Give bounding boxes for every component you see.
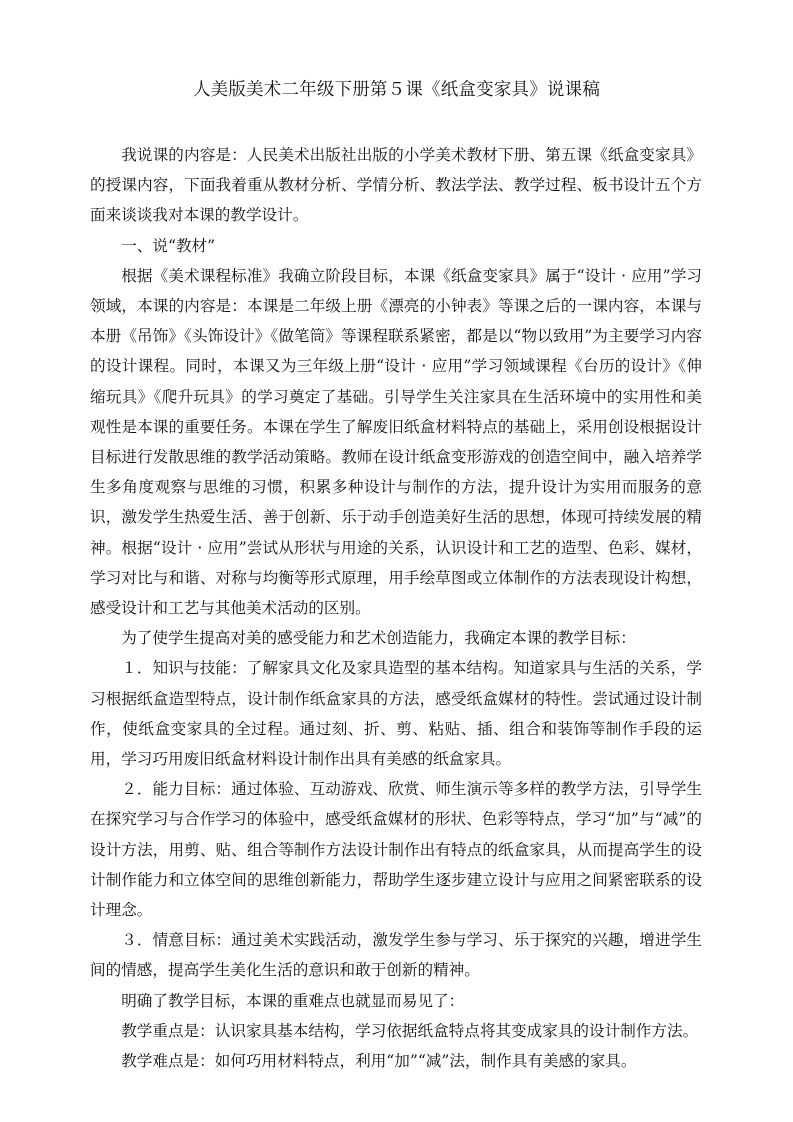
paragraph-goal-emotion: ３．情意目标：通过美术实践活动，激发学生参与学习、乐于探究的兴趣，增进学生间的情感，提高学生美化生活的意识和敢于创新的精神。 [90,931,702,980]
paragraph-intro: 我说课的内容是：人民美术出版社出版的小学美术教材下册、第五课《纸盒变家具》的授课内容，下面我着重从教材分析、学情分析、教法学法、教学过程、板书设计五个方面来谈谈我对本课的教学设计。 [90,146,702,225]
document-body [90,140,702,1076]
paragraph-key-points-intro: 明确了教学目标，本课的重难点也就显而易见了： [121,991,465,1010]
paragraph-goals-intro: 为了使学生提高对美的感受能力和艺术创造能力，我确定本课的教学目标： [121,629,636,648]
paragraph-key-point: 教学重点是：认识家具基本结构，学习依据纸盒特点将其变成家具的设计制作方法。 [121,1021,699,1040]
paragraph-goal-ability: ２．能力目标：通过体验、互动游戏、欣赏、师生演示等多样的教学方法，引导学生在探究学习与合作学习的体验中，感受纸盒媒材的形状、色彩等特点，学习“加”与“减”的设计方法，用剪、贴、组合等制作方法设计制作出有特点的纸盒家具，从而提高学生的设计制作能力和立体空间的思维创新能力，帮助学生逐步建立设计与应用之间紧密联系的设计理念。 [90,780,702,920]
paragraph-textbook-analysis: 根据《美术课程标准》我确立阶段目标，本课《纸盒变家具》属于“设计 · 应用”学习领域，本课的内容是：本课是二年级上册《漂亮的小钟表》等课之后的一课内容，本课与本册《吊饰》《头饰设计》《做笔筒》等课程联系紧密，都是以“物以致用”为主要学习内容的设计课程。同时，本课又为三年级上册“设计 · 应用”学习领域课程《台历的设计》《伸缩玩具》《爬升玩具》的学习奠定了基础。引导学生关注家具在生活环境中的实用性和美观性是本课的重要任务。本课在学生了解废旧纸盒材料特点的基础上，采用创设根据设计目标进行发散思维的教学活动策略。教师在设计纸盒变形游戏的创造空间中，融入培养学生多角度观察与思维的习惯，积累多种设计与制作的方法，提升设计为实用而服务的意识，激发学生热爱生活、善于创新、乐于动手创造美好生活的思想，体现可持续发展的精神。根据“设计 · 应用”尝试从形状与用途的关系，认识设计和工艺的造型、色彩、媒材，学习对比与和谐、对称与均衡等形式原理，用手绘草图或立体制作的方法表现设计构想，感受设计和工艺与其他美术活动的区别。 [90,266,702,618]
paragraph-goal-knowledge: １．知识与技能：了解家具文化及家具造型的基本结构。知道家具与生活的关系，学习根据纸盒造型特点，设计制作纸盒家具的方法，感受纸盒媒材的特性。尝试通过设计制作，使纸盒变家具的全过程。通过刻、折、剪、粘贴、插、组合和装饰等制作手段的运用，学习巧用废旧纸盒材料设计制作出具有美感的纸盒家具。 [90,659,702,769]
paragraph-difficult-point: 教学难点是：如何巧用材料特点，利用“加”“减”法，制作具有美感的家具。 [121,1052,637,1071]
section-heading-textbook: 一、说“教材” [121,236,216,255]
document-title: 人美版美术二年级下册第５课《纸盒变家具》说课稿 [192,80,601,100]
